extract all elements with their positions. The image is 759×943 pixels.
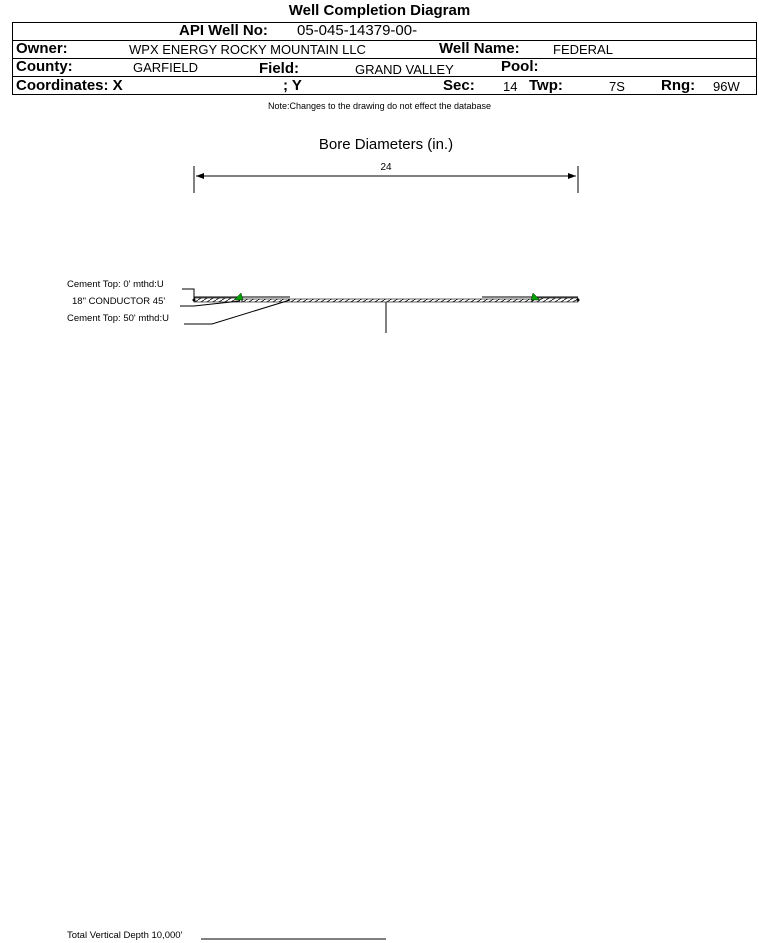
twp-label: Twp:: [529, 77, 563, 94]
casing-end-right: [577, 299, 580, 302]
sec-label: Sec:: [443, 77, 475, 94]
label-cement-top-50: Cement Top: 50' mthd:U: [67, 313, 169, 324]
sec-value: 14: [503, 79, 518, 94]
county-value: GARFIELD: [133, 60, 199, 75]
api-label: API Well No:: [179, 22, 268, 39]
leader-cement-top-50: [184, 300, 290, 324]
page-title: Well Completion Diagram: [288, 2, 471, 19]
field-value: GRAND VALLEY: [355, 62, 454, 77]
well-name-value: FEDERAL: [553, 42, 613, 57]
well-name-label: Well Name:: [439, 40, 520, 57]
owner-label: Owner:: [16, 40, 68, 57]
coordinates-y-label: ; Y: [283, 77, 302, 94]
twp-value: 7S: [609, 79, 625, 94]
bore-diameter-value: 24: [380, 162, 392, 173]
label-conductor: 18" CONDUCTOR 45': [72, 296, 166, 307]
label-total-vertical-depth: Total Vertical Depth 10,000': [67, 930, 183, 941]
pool-label: Pool:: [501, 58, 539, 75]
rng-value: 96W: [713, 79, 740, 94]
api-value: 05-045-14379-00-: [297, 22, 418, 39]
database-note: Note:Changes to the drawing do not effect the database: [268, 101, 491, 111]
coordinates-x-label: Coordinates: X: [16, 77, 123, 94]
owner-value: WPX ENERGY ROCKY MOUNTAIN LLC: [129, 42, 366, 57]
casing-end-left: [193, 299, 196, 302]
bore-diameters-title: Bore Diameters (in.): [318, 136, 454, 153]
rng-label: Rng:: [661, 77, 696, 94]
leader-cement-top-0: [182, 289, 194, 298]
label-cement-top-0: Cement Top: 0' mthd:U: [67, 279, 164, 290]
field-label: Field:: [259, 60, 299, 77]
county-label: County:: [16, 58, 73, 75]
